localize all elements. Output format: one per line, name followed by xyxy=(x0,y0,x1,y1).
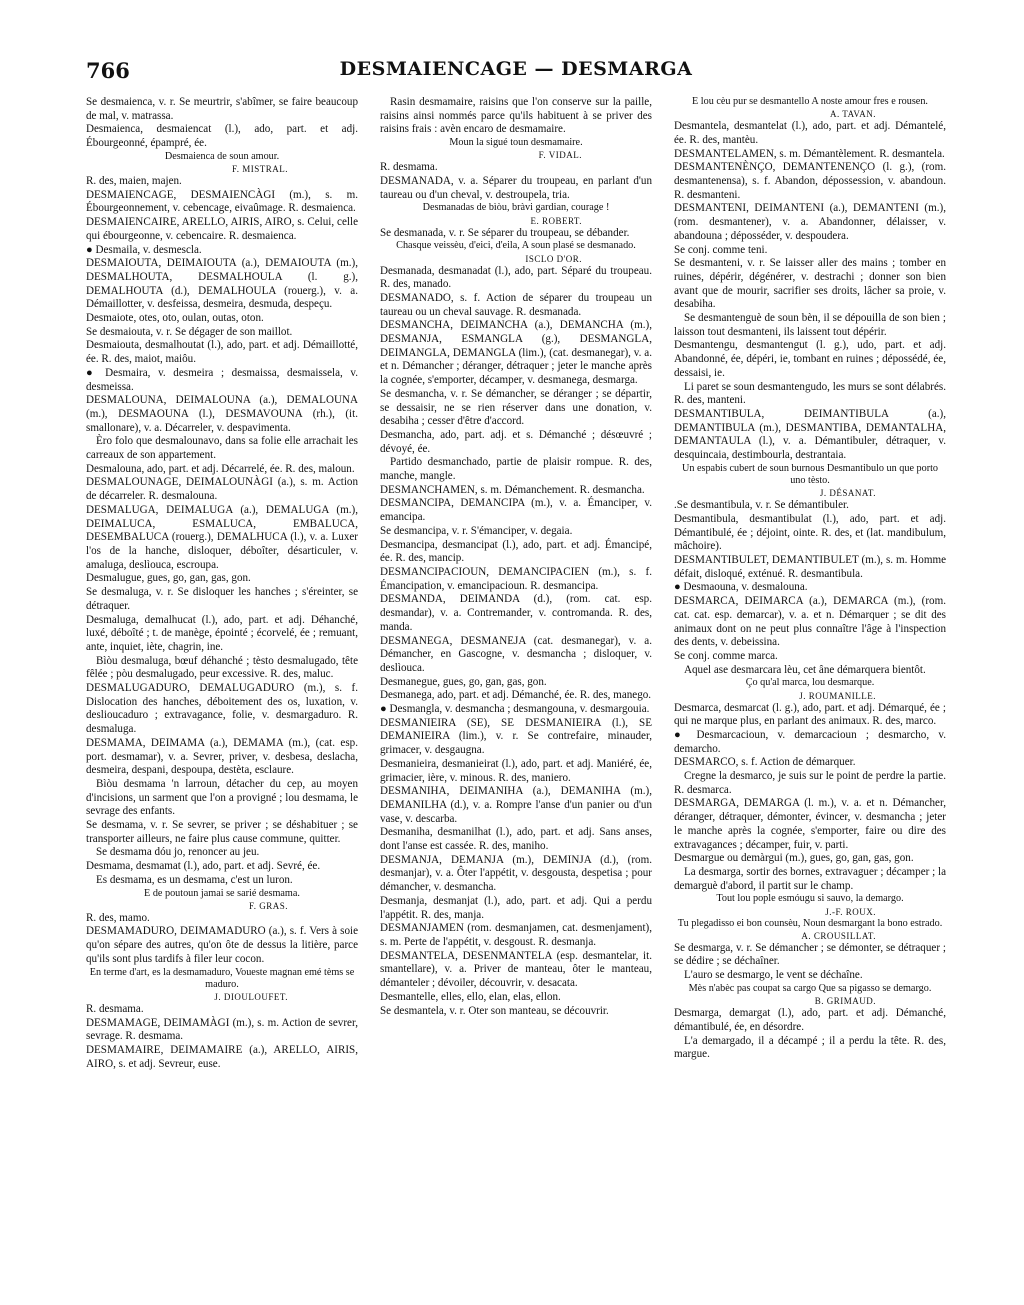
page-number: 766 xyxy=(86,58,130,83)
quotation: Ço qu'al marca, lou desmarque. xyxy=(745,677,875,689)
dictionary-entry: Bìòu desmama 'n larroun, détacher du cep, au moyen d'incisions, un sarment que l'on a provigné ; lou desmama, le sevrage des enfants. xyxy=(86,777,358,818)
dictionary-entry: Desmaiouta, desmalhoutat (l.), ado, part. et adj. Démaillotté, ée. R. des, maiot, maiôu. xyxy=(86,339,358,366)
dictionary-entry: Se desmaiouta, v. r. Se dégager de son maillot. xyxy=(86,325,293,338)
quotation-author: J.-F. ROUX. xyxy=(825,906,876,917)
dictionary-entry: DESMAIENCAIRE, ARELLO, AIRIS, AIRO, s. Celui, celle qui ébourgeonne, v. cebencaire. R. desmaienca. xyxy=(86,216,358,242)
dictionary-entry: DESMANIEIRA (SE), SE DESMANIEIRA (l.), SE DEMANIEIRA (lim.), v. r. Se contrefaire, minauder, grimacer, v. desgaugna. xyxy=(380,716,652,757)
dictionary-entry: DESMANCIPACIOUN, DEMANCIPACIEN (m.), s. f. Émancipation, v. emancipacioun. R. desmancipa. xyxy=(380,566,652,592)
dictionary-entry: Desmancha, ado, part. adj. et s. Démanché ; désœuvré ; dévoyé, ée. xyxy=(380,428,652,455)
dictionary-entry: Se desmantela, v. r. Oter son manteau, se découvrir. xyxy=(380,1004,609,1017)
dictionary-entry: DESMARCO, s. f. Action de démarquer. xyxy=(674,756,856,769)
dictionary-entry: Se desmanada, v. r. Se séparer du troupeau, se débander. xyxy=(380,226,630,239)
dictionary-entry: La desmarga, sortir des bornes, extravaguer ; décamper ; la demarguè d'abord, il partit sur le champ. xyxy=(674,865,946,892)
quotation-author: J. DÉSANAT. xyxy=(819,488,876,499)
dictionary-entry: Desmanieira, desmanieirat (l.), ado, part. et adj. Maniéré, ée, grimacier, ière, v. minous. R. des, maniero. xyxy=(380,757,652,784)
dictionary-entry: DESMARCA, DEIMARCA (a.), DEMARCA (m.), (rom. cat. cat. esp. demarcar), v. a. et n. Démarquer ; se dit des animaux dont on ne peut plus connaître l'âge à l'inspection des dents, v. debeissina. xyxy=(674,595,946,649)
dictionary-entry: DESMANIHA, DEIMANIHA (a.), DEMANIHA (m.), DEMANILHA (d.), v. a. Rompre l'anse d'un panier ou d'un vase, v. descarba. xyxy=(380,785,652,825)
dictionary-entry: Desmarca, desmarcat (l. g.), ado, part. et adj. Démarqué, ée ; qui ne marque plus, en parlant des animaux. R. des, marco. xyxy=(674,701,946,728)
dictionary-entry: Es desmama, es un desmama, c'est un luron. xyxy=(96,873,293,886)
dictionary-entry: DESMANTELA, DESENMANTELA (esp. desmantelar, it. smantellare), v. a. Priver de manteau, ôter le manteau, démanteler ; dévoiler, découvrir, v. desacata. xyxy=(380,949,652,990)
dictionary-entry: Desmantibula, desmantibulat (l.), ado, part. et adj. Démantibulé, ée ; déjoint, ointe. R. des, et (lat. mandibulum, mâchoire). xyxy=(674,512,946,553)
dictionary-entry: Bìòu desmaluga, bœuf déhanché ; tèsto desmalugado, tête fêlée ; pòu desmalugado, peur excessive. R. des, maluc. xyxy=(86,654,358,681)
dictionary-entry: DESMALOUNA, DEIMALOUNA (a.), DEMALOUNA (m.), DESMAOUNA (l.), DESMAVOUNA (rh.), (it. smallonare), v. a. Décarreler, v. despavimenta. xyxy=(86,394,358,434)
dictionary-entry: DESMANTENÈNÇO, DEMANTENENÇO (l. g.), (rom. desmantenensa), s. f. Abandon, dépossession, v. abandoun. R. desmanteni. xyxy=(674,161,946,201)
dictionary-entry: Desmaiote, otes, oto, oulan, outas, oton. xyxy=(86,312,264,325)
dictionary-entry: Se desmama dóu jo, renoncer au jeu. xyxy=(96,846,260,859)
quotation-author: A. TAVAN. xyxy=(829,109,876,120)
quotation-author: F. VIDAL. xyxy=(538,150,582,161)
dictionary-entry: Se desmancipa, v. r. S'émanciper, v. degaia. xyxy=(380,524,573,537)
quotation: Mès n'abèc pas coupat sa cargo Que sa pigasso se demargo. xyxy=(688,982,932,994)
dictionary-entry: Se desmarga, v. r. Se démancher ; se démonter, se détraquer ; se dédire ; se déchaîner. xyxy=(674,941,946,968)
dictionary-entry: DESMANCIPA, DEMANCIPA (m.), v. a. Émanciper, v. emancipa. xyxy=(380,497,652,524)
dictionary-entry: Desmanegue, gues, go, gan, gas, gon. xyxy=(380,675,547,688)
dictionary-entry: R. desmama. xyxy=(86,1003,144,1015)
quotation-author: B. GRIMAUD. xyxy=(814,996,876,1007)
dictionary-entry: Se conj. comme marca. xyxy=(674,649,778,662)
dictionary-entry: Èro folo que desmalounavo, dans sa folie elle arrachait les carreaux de son appartement. xyxy=(86,435,358,462)
dictionary-entry: DESMANTELAMEN, s. m. Démantèlement. R. desmantela. xyxy=(674,147,945,160)
quotation-author: E. ROBERT. xyxy=(530,215,582,226)
dictionary-entry: .Se desmantibula, v. r. Se démantibuler. xyxy=(674,499,849,512)
dictionary-entry: ● Desmaouna, v. desmalouna. xyxy=(674,581,808,594)
dictionary-entry: Desmaienca, desmaiencat (l.), ado, part. et adj. Ébourgeonné, épampré, ée. xyxy=(86,123,358,150)
dictionary-entry: DESMAIENCAGE, DESMAIENCÀGI (m.), s. m. Ébourgeonnement, v. cebencage, eivaûmage. R. desmaienca. xyxy=(86,188,358,215)
dictionary-entry: L'a demargado, il a décampé ; il a perdu la tête. R. des, margue. xyxy=(674,1034,946,1061)
dictionary-entry: Se desmama, v. r. Se sevrer, se priver ; se déshabituer ; se transporter ailleurs, ne faire plus cause commune, quitter. xyxy=(86,819,358,845)
dictionary-entry: R. des, maien, majen. xyxy=(86,175,182,188)
dictionary-entry: DESMAMAIRE, DEIMAMAIRE (a.), ARELLO, AIRIS, AIRO, s. et adj. Sevreur, euse. xyxy=(86,1044,358,1070)
dictionary-entry: Se conj. comme teni. xyxy=(674,243,768,256)
quotation-author: F. GRAS. xyxy=(248,900,288,911)
dictionary-entry: Desmaniha, desmanilhat (l.), ado, part. et adj. Sans anses, dont l'anse est cassée. R. des, maniho. xyxy=(380,826,652,853)
dictionary-entry: ● Desmaila, v. desmescla. xyxy=(86,243,202,256)
quotation: Moun la sigué toun desmamaire. xyxy=(449,137,583,149)
dictionary-entry: Se desmantenguè de soun bèn, il se dépouilla de son bien ; laisson tout desmanteni, ils laissent tout dépérir. xyxy=(674,312,946,338)
dictionary-entry: DESMANCHAMEN, s. m. Démanchement. R. desmancha. xyxy=(380,483,645,496)
quotation: E lou cèu pur se desmantello A noste amour fres e rousen. xyxy=(692,96,928,107)
quotation-author: F. MISTRAL. xyxy=(231,164,288,175)
dictionary-entry: R. desmama. xyxy=(380,161,438,174)
dictionary-entry: DESMALOUNAGE, DEIMALOUNÀGI (a.), s. m. Action de décarreler. R. desmalouna. xyxy=(86,476,358,503)
dictionary-entry: Desmargue ou demàrgui (m.), gues, go, gan, gas, gon. xyxy=(674,852,914,865)
dictionary-entry: Se desmaluga, v. r. Se disloquer les hanches ; s'éreinter, se détraquer. xyxy=(86,586,358,612)
dictionary-entry: DESMALUGADURO, DEMALUGADURO (m.), s. f. Dislocation des hanches, déboitement des os, luxation, v. deslioucaduro ; extravagance, folie, v. desmargaduro. R. desmaluga. xyxy=(86,682,358,736)
dictionary-entry: DESMANTIBULA, DEIMANTIBULA (a.), DEMANTIBULA (m.), DESMANTIBA, DEMANTALHA, DEMANTAULA (l.), v. a. Démantibuler, détraquer, v. desquincaia, destimbourla, destrantaia. xyxy=(674,407,946,462)
running-head: DESMAIENCAGE — DESMARGA xyxy=(339,58,693,80)
column-left xyxy=(86,96,358,1226)
dictionary-entry: Desmantengu, desmantengut (l. g.), udo, part. et adj. Abandonné, ée, dépéri, ie, tombant en ruines ; dépossédé, ée, dessaisi, ie. xyxy=(674,339,946,379)
dictionary-entry: Cregne la desmarco, je suis sur le point de perdre la partie. R. desmarca. xyxy=(674,770,946,796)
dictionary-entry: ● Desmaira, v. desmeira ; desmaissa, desmaissela, v. desmeissa. xyxy=(86,366,358,393)
dictionary-entry: Desmanja, desmanjat (l.), ado, part. et adj. Qui a perdu l'appétit. R. des, manja. xyxy=(380,894,652,921)
dictionary-entry: DESMAMAGE, DEIMAMÀGI (m.), s. m. Action de sevrer, sevrage. R. desmama. xyxy=(86,1016,358,1043)
dictionary-entry: Desmama, desmamat (l.), ado, part. et adj. Sevré, ée. xyxy=(86,860,321,873)
dictionary-entry: Se desmaienca, v. r. Se meurtrir, s'abîmer, se faire beaucoup de mal, v. matrassa. xyxy=(86,96,358,122)
dictionary-entry: Desmaluga, demalhucat (l.), ado, part. et adj. Déhanché, luxé, déboîté ; t. de manège, épointé ; écorvelé, ée ; remuant, ante, inquiet, iète, chagrin, ine. xyxy=(86,613,358,653)
dictionary-entry: DESMARGA, DEMARGA (l. m.), v. a. et n. Démancher, déranger, détraquer, démonter, évincer, v. desmancha ; jeter le manche après la cognée, s'emporter, faire ou dire des extravagances ; décamper, fuir, v. parti. xyxy=(674,797,946,851)
column-middle xyxy=(380,96,652,1226)
quotation: En terme d'art, es la desmamaduro, Voueste magnan emé tèms se maduro. xyxy=(89,966,355,990)
quotation-author: J. ROUMANILLE. xyxy=(799,690,876,701)
quotation: Tout lou pople esmóugu si sauvo, la demargo. xyxy=(716,893,904,905)
quotation: Desmaienca de soun amour. xyxy=(164,150,280,162)
quotation: Chasque veissèu, d'eici, d'eila, A soun plasé se desmanado. xyxy=(396,240,636,252)
dictionary-entry: Desmalugue, gues, go, gan, gas, gon. xyxy=(86,572,251,585)
quotation: Un espabis cubert de soun burnous Desmantibulo un que porto uno tèsto. xyxy=(681,462,939,486)
quotation: Tu plegadisso ei bon counsèu, Noun desmargant la bono estrado. xyxy=(677,917,943,929)
quotation: E de poutoun jamai se sarié desmama. xyxy=(144,887,300,899)
dictionary-entry: Aquel ase desmarcara lèu, cet âne démarquera bientôt. xyxy=(684,663,926,676)
dictionary-entry: Se desmanteni, v. r. Se laisser aller des mains ; tomber en ruines, dépérir, dégénérer, v. destrachi ; donner son bien avant que de mourir, sacrifier ses droits, lâcher sa proie, v. desabiha. xyxy=(674,257,946,311)
quotation-author: A. CROUSILLAT. xyxy=(801,930,876,941)
dictionary-entry: DESMALUGA, DEIMALUGA (a.), DEMALUGA (m.), DEIMALUCA, ESMALUCA, EMBALUCA, DESEMBALUCA (rouerg.), DEMALHUCA (l.), v. a. Luxer l'os de la hanche, disloquer, déboîter, désarticuler, v. amaluga, deslìouca, escroupa. xyxy=(86,503,358,571)
page-header xyxy=(86,58,946,88)
dictionary-entry: Se desmancha, v. r. Se démancher, se déranger ; se départir, se dessaisir, ne se rien réserver dans une donation, v. desabiha ; cesser d'être d'accord. xyxy=(380,387,652,428)
dictionary-entry: DESMAMA, DEIMAMA (a.), DEMAMA (m.), (cat. esp. port. desmamar), v. a. Sevrer, priver, v. desbesa, deslacha, desmeira, despani, despoupa, destèta, esclaure. xyxy=(86,736,358,777)
dictionary-entry: Li paret se soun desmantengudo, les murs se sont délabrés. R. des, manteni. xyxy=(674,380,946,407)
quotation-author: ISCLO D'OR. xyxy=(525,253,582,264)
dictionary-entry: DESMANTENI, DEIMANTENI (a.), DEMANTENI (m.), (rom. desmantener), v. a. Abandonner, délaisser, v. abandouna ; déposséder, v. despoudera. xyxy=(674,202,946,242)
dictionary-entry: Partido desmanchado, partie de plaisir rompue. R. des, manche, mangle. xyxy=(380,456,652,483)
dictionary-entry: Desmancipa, desmancipat (l.), ado, part. et adj. Émancipé, ée. R. des, mancip. xyxy=(380,538,652,565)
dictionary-entry: DESMAIOUTA, DEIMAIOUTA (a.), DEMAIOUTA (m.), DESMALHOUTA, DESMALHOULA (l. g.), DEMALHOUTA (d.), DEMALHOULA (rouerg.), v. a. Démaillotter, v. desfeissa, desmeira, desmuda, despeçu. xyxy=(86,257,358,311)
dictionary-entry: ● Desmarcacioun, v. demarcacioun ; desmarcho, v. demarcho. xyxy=(674,728,946,755)
dictionary-entry: Desmantela, desmantelat (l.), ado, part. et adj. Démantelé, ée. R. des, mantèu. xyxy=(674,120,946,146)
dictionary-entry: Desmanada, desmanadat (l.), ado, part. Séparé du troupeau. R. des, manado. xyxy=(380,264,652,291)
dictionary-entry: Desmalouna, ado, part. et adj. Décarrelé, ée. R. des, maloun. xyxy=(86,462,355,475)
dictionary-entry: Desmanega, ado, part. et adj. Démanché, ée. R. des, manego. xyxy=(380,689,652,702)
dictionary-entry: DESMANEGA, DESMANEJA (cat. desmanegar), v. a. Démancher, en Gascogne, v. desmancha ; disloquer, v. deslìouca. xyxy=(380,634,652,674)
dictionary-entry: L'auro se desmargo, le vent se déchaîne. xyxy=(684,969,863,982)
dictionary-entry: DESMAMADURO, DEIMAMADURO (a.), s. f. Vers à soie qu'on sépare des autres, qu'on ôte de dessus la litière, parce qu'ils sont plus tardifs à filer leur cocon. xyxy=(86,925,358,965)
dictionary-columns xyxy=(86,96,946,1226)
dictionary-entry: DESMANTIBULET, DEMANTIBULET (m.), s. m. Homme défait, disloqué, exténué. R. desmantibula. xyxy=(674,554,946,580)
dictionary-entry: DESMANADO, s. f. Action de séparer du troupeau un taureau ou un cheval sauvage. R. desmanada. xyxy=(380,291,652,318)
quotation-author: J. DIOULOUFET. xyxy=(214,992,288,1002)
dictionary-entry: Rasin desmamaire, raisins que l'on conserve sur la paille, raisins ainsi nommés parce qu'ils habituent à se priver des raisins frais : avèn encaro de desmamaire. xyxy=(380,96,652,136)
dictionary-entry: Desmantelle, elles, ello, elan, elas, ellon. xyxy=(380,990,561,1003)
dictionary-entry: DESMANJA, DEMANJA (m.), DEMINJA (d.), (rom. desmanjar), v. a. Ôter l'appétit, v. desgousta, despetisa ; pour démancher, v. desmancha. xyxy=(380,853,652,894)
dictionary-entry: DESMANJAMEN (rom. desmanjamen, cat. desmenjament), s. m. Perte de l'appétit, v. desgoust. R. desmanja. xyxy=(380,922,652,948)
column-right xyxy=(674,96,946,1226)
dictionary-entry: DESMANCHA, DEIMANCHA (a.), DEMANCHA (m.), DESMANJA, ESMANGLA (g.), DESMANGLA, DEIMANGLA, DEMANGLA (lim.), (cat. desmanegar), v. a. et n. Démancher ; déranger, détraquer ; jeter le manche après la cognée, s'emporter, décamper, v. desmanega, desmarga. xyxy=(380,319,652,387)
dictionary-entry: R. des, mamo. xyxy=(86,911,150,924)
dictionary-entry: Desmarga, demargat (l.), ado, part. et adj. Démanché, démantibulé, ée, en désordre. xyxy=(674,1007,946,1033)
dictionary-entry: ● Desmangla, v. desmancha ; desmangouna, v. desmargouia. xyxy=(380,703,650,716)
dictionary-entry: DESMANADA, v. a. Séparer du troupeau, en parlant d'un taureau ou d'un cheval, v. destroupela, tria. xyxy=(380,175,652,201)
quotation: Desmanadas de bìòu, bràvi gardian, courage ! xyxy=(422,202,610,214)
dictionary-entry: DESMANDA, DEIMANDA (d.), (rom. cat. esp. desmandar), v. a. Contremander, v. contromanda. R. des, manda. xyxy=(380,593,652,633)
